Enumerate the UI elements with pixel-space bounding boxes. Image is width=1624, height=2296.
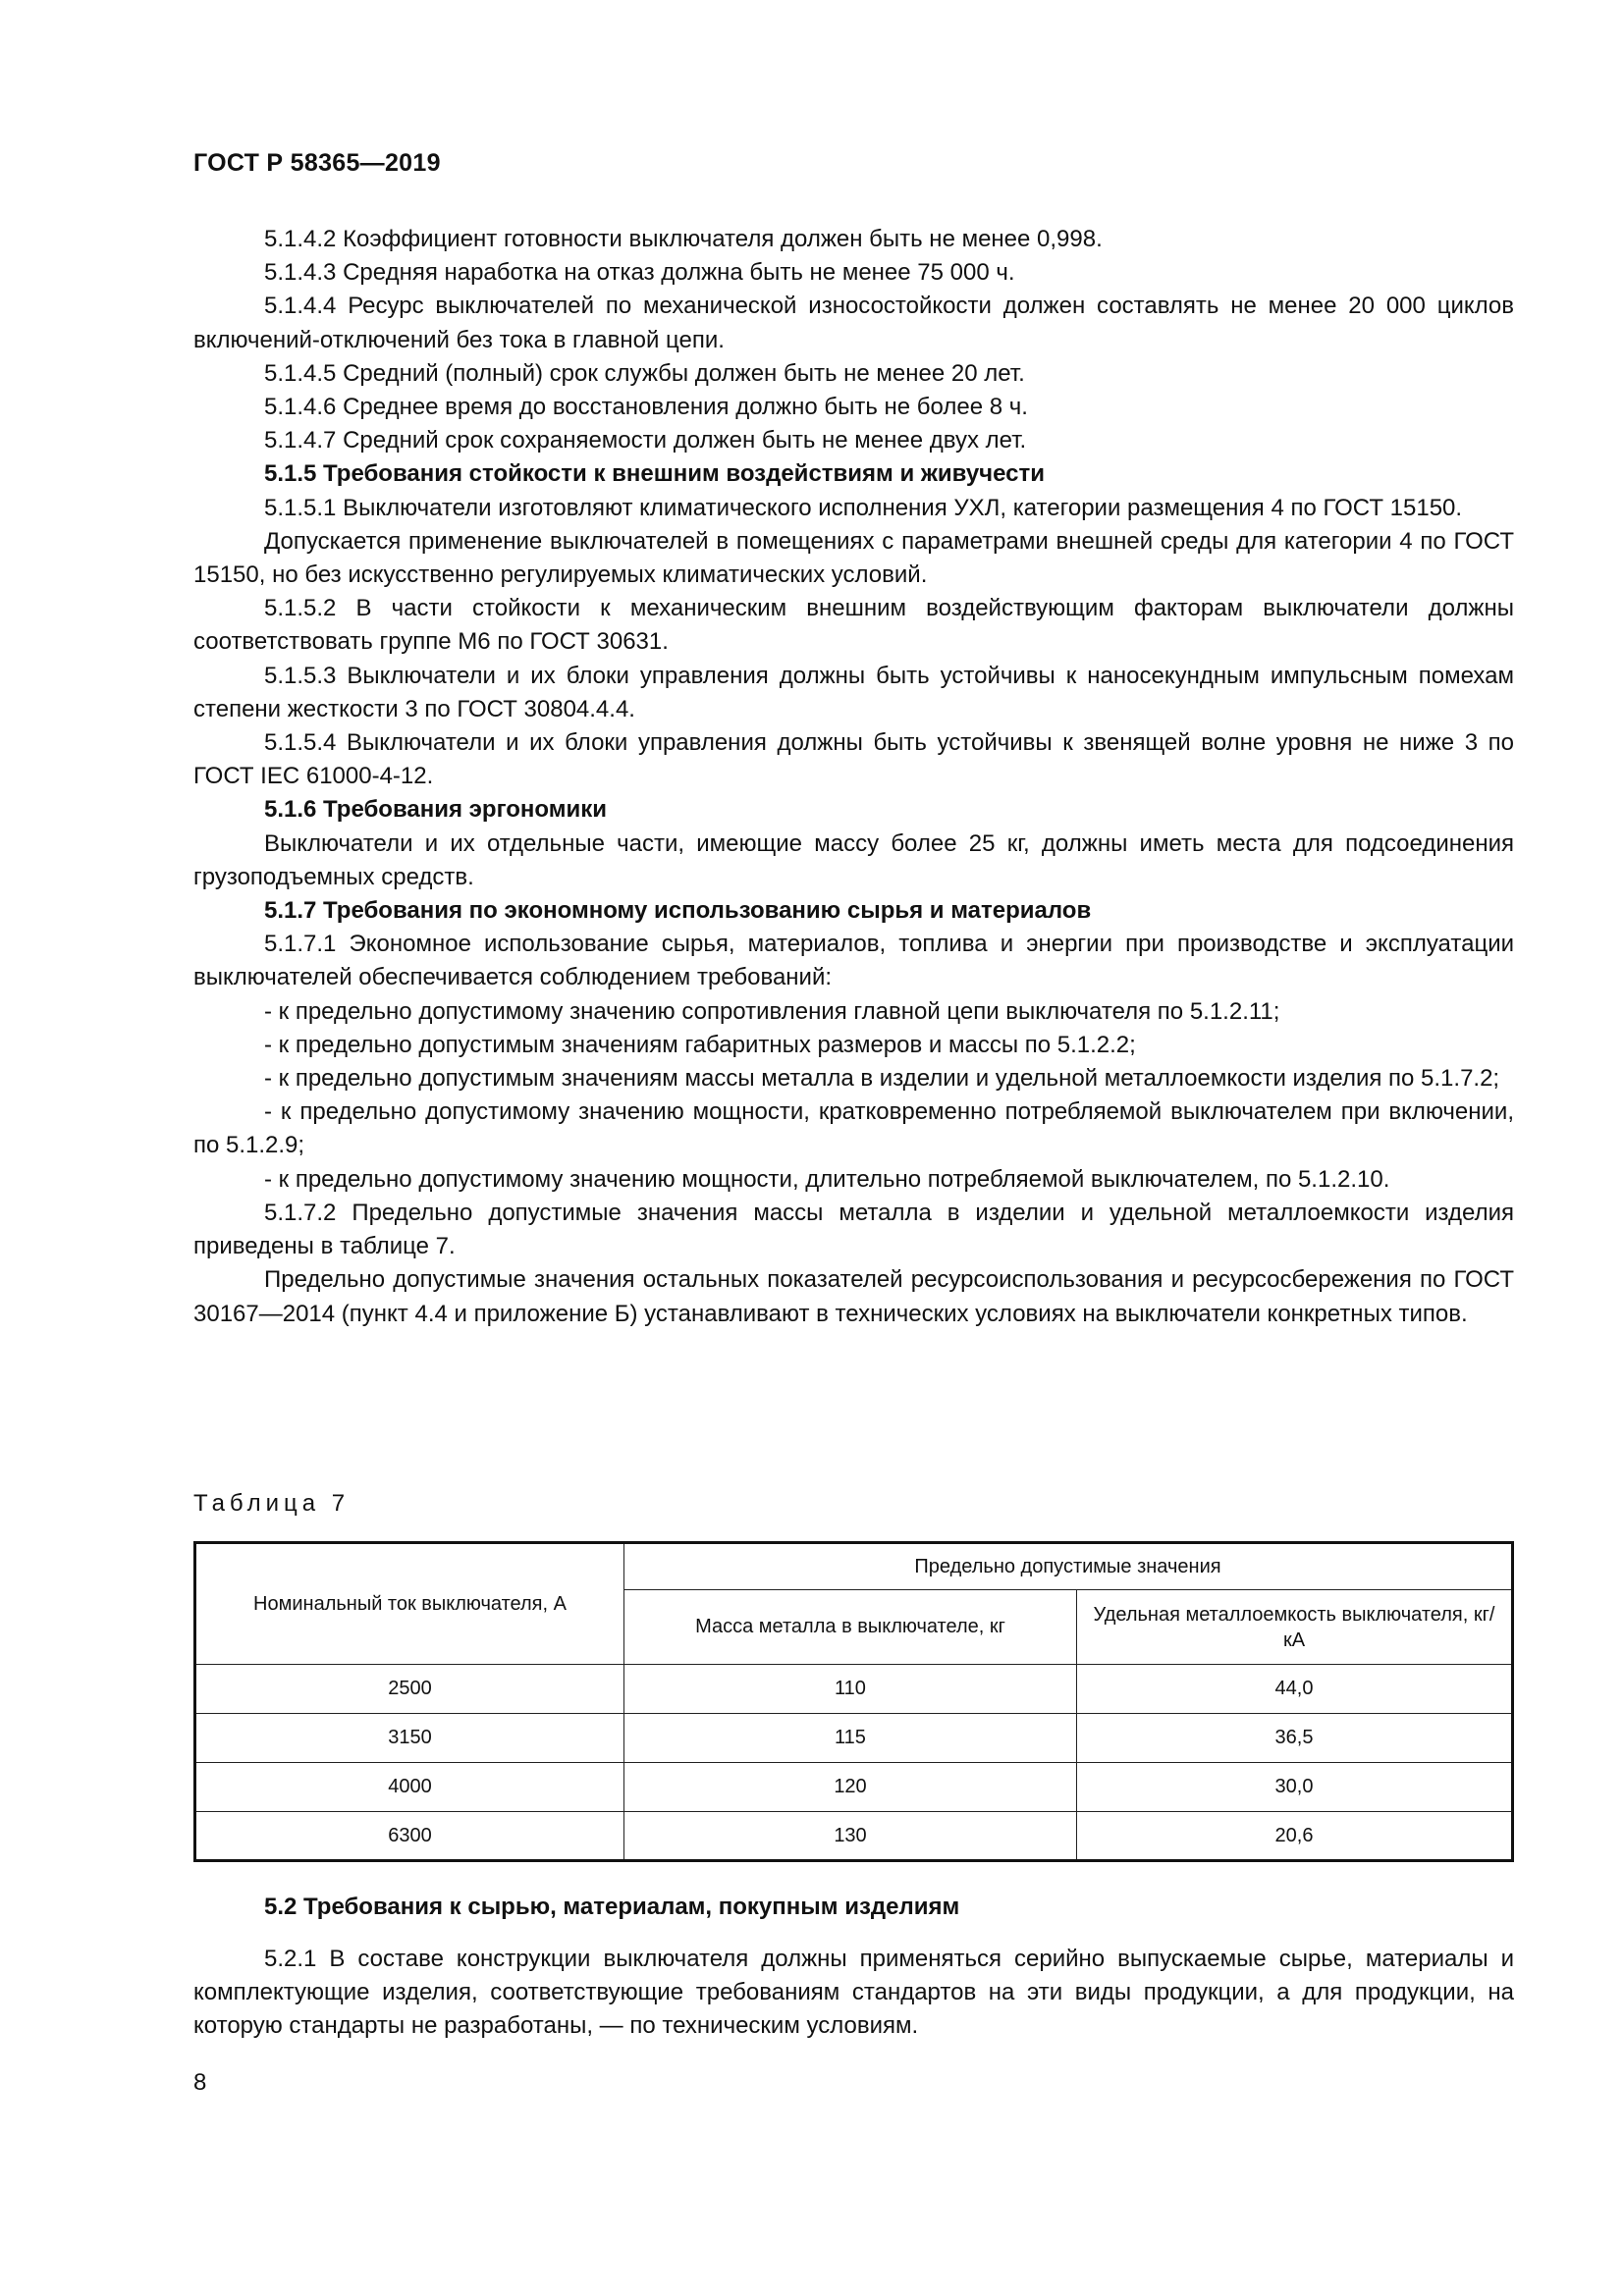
paragraph-5-1-7-2-note: Предельно допустимые значения остальных показателей ресурсоиспользования и ресурсосбережения по ГОСТ 30167—2014 (пункт 4.4 и приложение Б) устанавливают в технических условиях на выключатели конкретных типов. [193, 1266, 1514, 1327]
paragraph-5-2-1: 5.2.1 В составе конструкции выключателя должны применяться серийно выпускаемые сырье, материалы и комплектующие изделия, соответствующие требованиям стандартов на эти виды продукции, а для продукции, на которую стандарты не разработаны, — по техническим условиям. [193, 1946, 1514, 2040]
heading-5-1-7: 5.1.7 Требования по экономному использованию сырья и материалов [264, 897, 1092, 925]
heading-5-1-6: 5.1.6 Требования эргономики [264, 796, 608, 824]
table-caption: Таблица 7 [193, 1490, 351, 1517]
cell-specific: 44,0 [1077, 1665, 1513, 1714]
table-header-row [195, 1543, 1513, 1590]
cell-specific: 30,0 [1077, 1763, 1513, 1812]
list-item: - к предельно допустимому значению мощности, кратковременно потребляемой выключателем при включении, по 5.1.2.9; [193, 1098, 1514, 1159]
paragraph-5-1-4-3: 5.1.4.3 Средняя наработка на отказ должна быть не менее 75 000 ч. [264, 259, 1015, 287]
list-item: - к предельно допустимому значению мощности, длительно потребляемой выключателем, по 5.1.2.10. [264, 1165, 1390, 1193]
paragraph-5-1-5-3: 5.1.5.3 Выключатели и их блоки управления должны быть устойчивы к наносекундным импульсным помехам степени жесткости 3 по ГОСТ 30804.4.4. [193, 662, 1514, 722]
col-header-specific: Удельная металлоемкость выключателя, кг/кА [1077, 1590, 1513, 1665]
cell-current: 6300 [195, 1812, 624, 1861]
cell-mass: 110 [624, 1665, 1077, 1714]
list-item: - к предельно допустимому значению сопротивления главной цепи выключателя по 5.1.2.11; [264, 997, 1280, 1025]
body-text [193, 223, 1514, 1331]
paragraph-5-1-5-1: 5.1.5.1 Выключатели изготовляют климатического исполнения УХЛ, категории размещения 4 по ГОСТ 15150. [264, 494, 1463, 521]
cell-specific: 36,5 [1077, 1714, 1513, 1763]
cell-current: 4000 [195, 1763, 624, 1812]
col-group-header: Предельно допустимые значения [624, 1543, 1513, 1590]
cell-current: 3150 [195, 1714, 624, 1763]
page-number: 8 [193, 2069, 207, 2096]
paragraph-5-1-7-1: 5.1.7.1 Экономное использование сырья, материалов, топлива и энергии при производстве и эксплуатации выключателей обеспечивается соблюдением требований: [193, 931, 1514, 991]
list-item: - к предельно допустимым значениям массы металла в изделии и удельной металлоемкости изделия по 5.1.7.2; [264, 1065, 1500, 1093]
list-item: - к предельно допустимым значениям габаритных размеров и массы по 5.1.2.2; [264, 1031, 1136, 1058]
paragraph-5-1-4-2: 5.1.4.2 Коэффициент готовности выключателя должен быть не менее 0,998. [264, 226, 1103, 252]
cell-specific: 20,6 [1077, 1812, 1513, 1861]
paragraph-5-1-7-2: 5.1.7.2 Предельно допустимые значения массы металла в изделии и удельной металлоемкости изделия приведены в таблице 7. [193, 1199, 1514, 1260]
heading-5-2: 5.2 Требования к сырью, материалам, покупным изделиям [264, 1894, 960, 1920]
paragraph-5-1-4-7: 5.1.4.7 Средний срок сохраняемости должен быть не менее двух лет. [264, 427, 1027, 454]
paragraph-5-1-5-1-note: Допускается применение выключателей в помещениях с параметрами внешней среды для категории 4 по ГОСТ 15150, но без искусственно регулируемых климатических условий. [193, 527, 1514, 589]
paragraph-5-1-4-6: 5.1.4.6 Среднее время до восстановления должно быть не более 8 ч. [264, 394, 1028, 421]
cell-mass: 115 [624, 1714, 1077, 1763]
heading-5-1-5: 5.1.5 Требования стойкости к внешним воздействиям и живучести [264, 460, 1045, 488]
document-header: ГОСТ Р 58365—2019 [193, 149, 441, 177]
cell-mass: 120 [624, 1763, 1077, 1812]
table-row [195, 1714, 1513, 1763]
table-row [195, 1763, 1513, 1812]
paragraph-5-1-5-4: 5.1.5.4 Выключатели и их блоки управления должны быть устойчивы к звенящей волне уровня не ниже 3 по ГОСТ IEC 61000-4-12. [193, 729, 1514, 790]
col-header-current: Номинальный ток выключателя, А [195, 1543, 624, 1665]
table-row [195, 1812, 1513, 1861]
paragraph-5-1-4-4: 5.1.4.4 Ресурс выключателей по механической износостойкости должен составлять не менее 20 000 циклов включений-отключений без тока в главной цепи. [193, 293, 1514, 353]
paragraph-5-1-5-2: 5.1.5.2 В части стойкости к механическим внешним воздействующим факторам выключатели должны соответствовать группе М6 по ГОСТ 30631. [193, 595, 1514, 656]
table-row [195, 1665, 1513, 1714]
paragraph-5-1-6: Выключатели и их отдельные части, имеющие массу более 25 кг, должны иметь места для подсоединения грузоподъемных средств. [193, 829, 1514, 890]
table-7 [193, 1541, 1514, 1862]
cell-current: 2500 [195, 1665, 624, 1714]
col-header-mass: Масса металла в выключателе, кг [624, 1590, 1077, 1665]
paragraph-5-1-4-5: 5.1.4.5 Средний (полный) срок службы должен быть не менее 20 лет. [264, 359, 1025, 387]
cell-mass: 130 [624, 1812, 1077, 1861]
